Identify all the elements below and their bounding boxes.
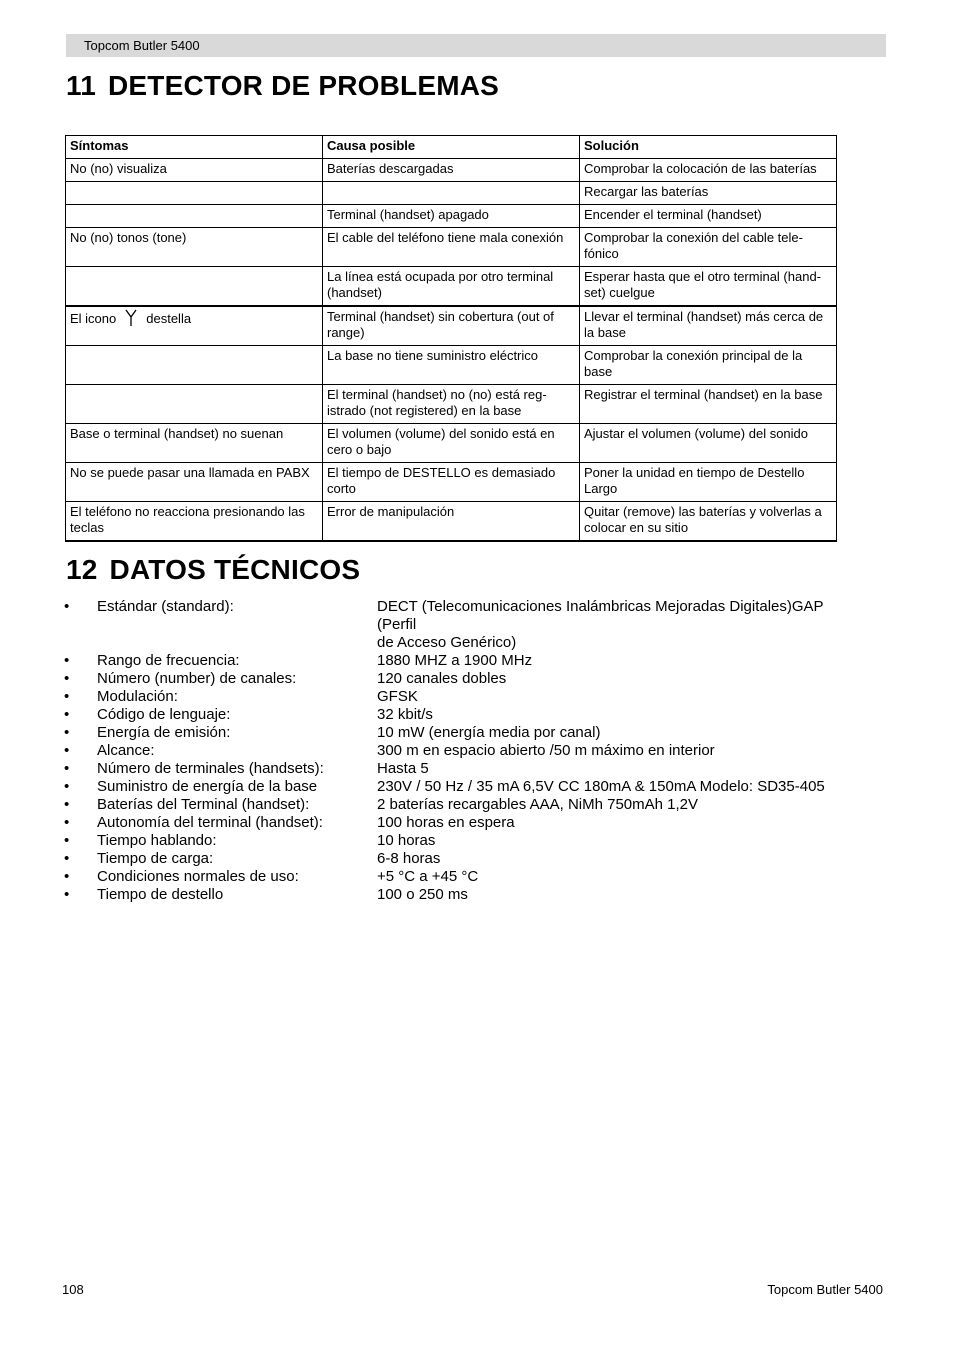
spec-value-line: Hasta 5 xyxy=(377,760,429,777)
bullet-icon: • xyxy=(64,598,70,615)
symptom-cell xyxy=(66,306,323,346)
spec-item xyxy=(64,652,864,670)
header-bar xyxy=(66,34,886,57)
spec-value xyxy=(377,652,864,670)
spec-label: Energía de emisión: xyxy=(97,724,231,741)
spec-value xyxy=(377,886,864,904)
spec-value xyxy=(377,850,864,868)
spec-item xyxy=(64,796,864,814)
spec-label: Estándar (standard): xyxy=(97,598,234,615)
spec-label: Autonomía del terminal (handset): xyxy=(97,814,323,831)
spec-label: Suministro de energía de la base xyxy=(97,778,318,795)
spec-value-line: 2 baterías recargables AAA, NiMh 750mAh 1,2V xyxy=(377,796,699,813)
symptom-cell xyxy=(66,182,323,205)
spec-item xyxy=(64,850,864,868)
spec-value xyxy=(377,742,864,760)
symptom-cell xyxy=(66,205,323,228)
symptom-cell: No se puede pasar una llamada en PABX xyxy=(66,463,323,502)
solution-cell: Recargar las baterías xyxy=(580,182,837,205)
column-header-cause: Causa posible xyxy=(323,136,580,159)
bullet-icon: • xyxy=(64,796,70,813)
bullet-icon: • xyxy=(64,814,70,831)
section-title-text: DATOS TÉCNICOS xyxy=(109,554,361,585)
section-title-technical-data xyxy=(66,554,360,586)
bullet-icon: • xyxy=(64,832,70,849)
bullet-icon: • xyxy=(64,688,70,705)
spec-value-line: 120 canales dobles xyxy=(377,670,507,687)
symptom-cell: Base o terminal (handset) no suenan xyxy=(66,424,323,463)
spec-label: Número (number) de canales: xyxy=(97,670,297,687)
table-row xyxy=(66,463,837,502)
icon-row-suffix: destella xyxy=(146,311,192,326)
spec-value xyxy=(377,814,864,832)
solution-cell: Llevar el terminal (handset) más cerca de la base xyxy=(580,306,837,346)
spec-value xyxy=(377,832,864,850)
spec-item xyxy=(64,814,864,832)
spec-value-line: 32 kbit/s xyxy=(377,706,433,723)
spec-item xyxy=(64,868,864,886)
section-number: 12 xyxy=(66,554,98,585)
table-row xyxy=(66,267,837,307)
spec-value xyxy=(377,868,864,886)
spec-value-line: GFSK xyxy=(377,688,418,705)
spec-label: Tiempo de destello xyxy=(97,886,224,903)
column-header-symptoms: Síntomas xyxy=(66,136,323,159)
spec-value xyxy=(377,778,864,796)
symptom-cell: No (no) visualiza xyxy=(66,159,323,182)
table-row xyxy=(66,159,837,182)
cause-cell: El volumen (volume) del sonido está en cero o bajo xyxy=(323,424,580,463)
bullet-icon: • xyxy=(64,850,70,867)
bullet-icon: • xyxy=(64,742,70,759)
symptom-cell: El teléfono no reacciona presionando las teclas xyxy=(66,502,323,542)
symptom-cell xyxy=(66,346,323,385)
table-row xyxy=(66,306,837,346)
spec-value xyxy=(377,670,864,688)
spec-label: Alcance: xyxy=(97,742,155,759)
spec-value xyxy=(377,688,864,706)
antenna-icon xyxy=(122,309,140,327)
spec-label: Tiempo hablando: xyxy=(97,832,217,849)
spec-value-line: 10 mW (energía media por canal) xyxy=(377,724,601,741)
cause-cell: El tiempo de DESTELLO es demasiado corto xyxy=(323,463,580,502)
cause-cell: La base no tiene suministro eléctrico xyxy=(323,346,580,385)
spec-value xyxy=(377,706,864,724)
footer-product: Topcom Butler 5400 xyxy=(767,1282,883,1297)
table-row xyxy=(66,346,837,385)
cause-cell: El cable del teléfono tiene mala conexión xyxy=(323,228,580,267)
spec-value-line: (Perfil xyxy=(377,616,417,633)
bullet-icon: • xyxy=(64,670,70,687)
spec-label: Tiempo de carga: xyxy=(97,850,214,867)
cause-cell: El terminal (handset) no (no) está reg-istrado (not registered) en la base xyxy=(323,385,580,424)
technical-specs-list xyxy=(64,598,864,904)
spec-value-line: 1880 MHZ a 1900 MHz xyxy=(377,652,533,669)
solution-cell: Registrar el terminal (handset) en la base xyxy=(580,385,837,424)
header-title: Topcom Butler 5400 xyxy=(84,38,200,53)
spec-value-line: 100 o 250 ms xyxy=(377,886,468,903)
spec-label: Número de terminales (handsets): xyxy=(97,760,324,777)
spec-item xyxy=(64,688,864,706)
spec-label: Modulación: xyxy=(97,688,178,705)
cause-cell: Terminal (handset) sin cobertura (out of range) xyxy=(323,306,580,346)
column-header-solution: Solución xyxy=(580,136,837,159)
spec-item xyxy=(64,706,864,724)
spec-label: Rango de frecuencia: xyxy=(97,652,240,669)
bullet-icon: • xyxy=(64,778,70,795)
bullet-icon: • xyxy=(64,868,70,885)
solution-cell: Ajustar el volumen (volume) del sonido xyxy=(580,424,837,463)
spec-value-line: +5 °C a +45 °C xyxy=(377,868,479,885)
spec-label: Baterías del Terminal (handset): xyxy=(97,796,310,813)
spec-item xyxy=(64,724,864,742)
solution-cell: Comprobar la colocación de las baterías xyxy=(580,159,837,182)
solution-cell: Comprobar la conexión principal de la base xyxy=(580,346,837,385)
spec-value-line: 6-8 horas xyxy=(377,850,441,867)
symptom-cell xyxy=(66,385,323,424)
table-row xyxy=(66,385,837,424)
solution-cell: Comprobar la conexión del cable tele-fónico xyxy=(580,228,837,267)
page-number: 108 xyxy=(62,1282,84,1297)
solution-cell: Quitar (remove) las baterías y volverlas a colocar en su sitio xyxy=(580,502,837,542)
spec-value xyxy=(377,796,864,814)
table-row xyxy=(66,228,837,267)
bullet-icon: • xyxy=(64,886,70,903)
bullet-icon: • xyxy=(64,760,70,777)
spec-item xyxy=(64,742,864,760)
table-header-row xyxy=(66,136,837,159)
spec-value-line: 10 horas xyxy=(377,832,436,849)
spec-item xyxy=(64,760,864,778)
spec-value-line: 300 m en espacio abierto /50 m máximo en interior xyxy=(377,742,715,759)
spec-item xyxy=(64,598,864,652)
spec-value xyxy=(377,724,864,742)
spec-item xyxy=(64,832,864,850)
spec-label: Condiciones normales de uso: xyxy=(97,868,299,885)
spec-value-line: 230V / 50 Hz / 35 mA 6,5V CC 180mA & 150mA Modelo: SD35-405 xyxy=(377,778,825,795)
spec-item xyxy=(64,886,864,904)
solution-cell: Poner la unidad en tiempo de Destello Largo xyxy=(580,463,837,502)
solution-cell: Esperar hasta que el otro terminal (hand-set) cuelgue xyxy=(580,267,837,307)
cause-cell: Baterías descargadas xyxy=(323,159,580,182)
spec-value-line: DECT (Telecomunicaciones Inalámbricas Mejoradas Digitales)GAP xyxy=(377,598,824,615)
spec-item xyxy=(64,670,864,688)
section-number: 11 xyxy=(66,70,96,101)
cause-cell xyxy=(323,182,580,205)
section-title-troubleshooting xyxy=(66,70,499,102)
spec-value-line: de Acceso Genérico) xyxy=(377,634,517,651)
bullet-icon: • xyxy=(64,706,70,723)
symptom-cell xyxy=(66,267,323,307)
bullet-icon: • xyxy=(64,724,70,741)
table-row xyxy=(66,502,837,542)
cause-cell: Error de manipulación xyxy=(323,502,580,542)
solution-cell: Encender el terminal (handset) xyxy=(580,205,837,228)
table-row xyxy=(66,424,837,463)
cause-cell: La línea está ocupada por otro terminal (handset) xyxy=(323,267,580,307)
table-row xyxy=(66,205,837,228)
spec-label: Código de lenguaje: xyxy=(97,706,231,723)
table-row xyxy=(66,182,837,205)
spec-value xyxy=(377,760,864,778)
bullet-icon: • xyxy=(64,652,70,669)
spec-item xyxy=(64,778,864,796)
icon-row-prefix: El icono xyxy=(70,311,117,326)
symptom-cell: No (no) tonos (tone) xyxy=(66,228,323,267)
section-title-text: DETECTOR DE PROBLEMAS xyxy=(108,70,500,101)
spec-value xyxy=(377,598,864,652)
spec-value-line: 100 horas en espera xyxy=(377,814,515,831)
troubleshooting-table xyxy=(65,135,837,542)
cause-cell: Terminal (handset) apagado xyxy=(323,205,580,228)
